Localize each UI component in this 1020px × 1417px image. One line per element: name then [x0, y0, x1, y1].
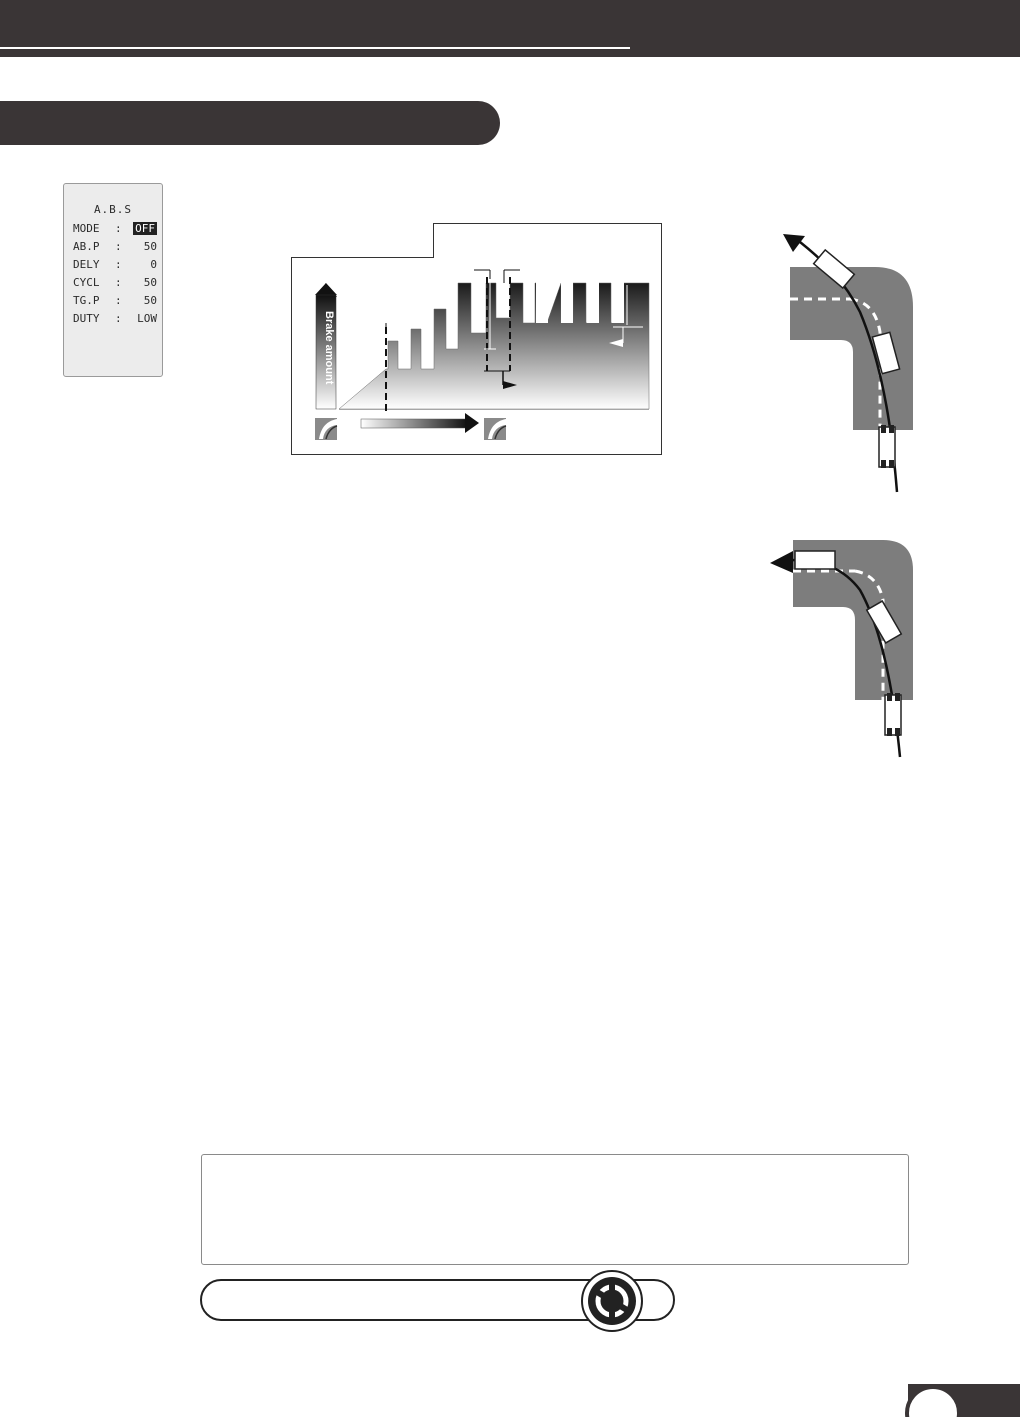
lcd-key: DELY	[73, 258, 100, 271]
lcd-key: CYCL	[73, 276, 100, 289]
lcd-key: AB.P	[73, 240, 100, 253]
lcd-row-duty	[73, 312, 157, 326]
lcd-screen	[63, 183, 163, 377]
page-number-badge	[905, 1385, 965, 1417]
brake-amount-axis	[315, 283, 337, 409]
lcd-row-dely	[73, 258, 157, 272]
lcd-value: OFF	[135, 222, 155, 235]
header-rule	[0, 47, 630, 49]
trigger-icon	[484, 418, 506, 440]
lcd-row-mode	[73, 222, 157, 236]
lcd-sep: :	[115, 240, 122, 253]
lcd-row-abp	[73, 240, 157, 254]
lcd-key: TG.P	[73, 294, 100, 307]
brake-pulse-shape	[339, 283, 649, 409]
lcd-value: 0	[150, 258, 157, 271]
track-diagram-abs-off	[765, 535, 920, 760]
lcd-row-cycl	[73, 276, 157, 290]
brake-amount-label: Brake amount	[323, 311, 335, 385]
lcd-title: A.B.S	[93, 203, 133, 216]
lcd-key: MODE	[73, 222, 100, 235]
lcd-value: LOW	[137, 312, 157, 325]
wrench-icon	[575, 1270, 650, 1332]
note-box	[201, 1154, 909, 1265]
abs-graph-drawing	[291, 223, 661, 455]
lcd-sep: :	[115, 294, 122, 307]
lcd-sep: :	[115, 222, 122, 235]
lcd-sep: :	[115, 258, 122, 271]
lcd-sep: :	[115, 312, 122, 325]
lcd-row-tgp	[73, 294, 157, 308]
lcd-value: 50	[143, 240, 157, 253]
section-title-bar	[0, 101, 500, 145]
lcd-key: DUTY	[73, 312, 100, 325]
lcd-sep: :	[115, 276, 122, 289]
trigger-icon	[315, 418, 337, 440]
time-arrow	[361, 413, 479, 433]
lcd-value: 50	[143, 294, 157, 307]
track-diagram-abs-on	[775, 222, 920, 497]
lcd-value: 50	[143, 276, 157, 289]
